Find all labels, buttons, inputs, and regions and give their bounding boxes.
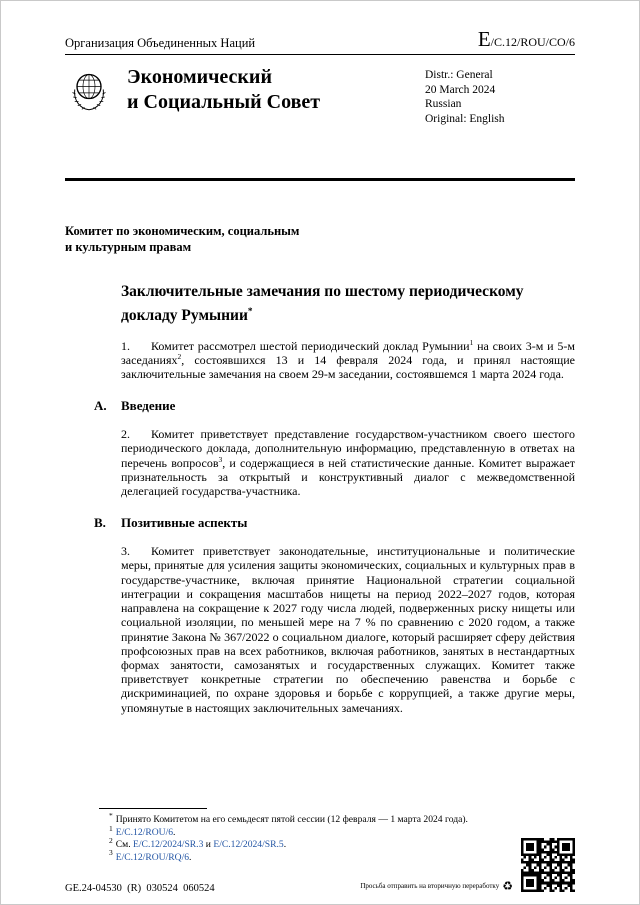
footnotes-block bbox=[97, 808, 569, 864]
council-title-line2: и Социальный Совет bbox=[127, 91, 321, 113]
paragraph-1 bbox=[121, 339, 575, 382]
doc-link[interactable]: E/C.12/ROU/RQ/6 bbox=[115, 851, 190, 863]
paragraph-number: 2. bbox=[121, 427, 130, 442]
doc-link[interactable]: E/C.12/ROU/6 bbox=[115, 826, 174, 838]
section-heading-b bbox=[94, 515, 575, 531]
recycle-text: Просьба отправить на вторичную переработку bbox=[360, 882, 500, 890]
footnote-text: См. E/C.12/2024/SR.3 и E/C.12/2024/SR.5. bbox=[115, 839, 287, 851]
document-symbol bbox=[478, 29, 575, 51]
recycle-notice bbox=[360, 879, 513, 894]
date-line: 20 March 2024 bbox=[425, 83, 496, 96]
masthead bbox=[65, 65, 575, 126]
section-letter: B. bbox=[94, 515, 106, 531]
paragraph-text: Комитет приветствует представление государством-участником своего шестого периодического доклада, дополнительную информацию, представленную в ответах на перечень вопросов$^3$, и содержащиеся в ней статистические данные. Комитет выражает признательность за открытый и конструктивный диалог с межведомственной делегацией государства-участника. bbox=[121, 427, 575, 499]
section-title: Введение bbox=[121, 398, 176, 414]
qr-code bbox=[521, 838, 575, 892]
paragraph-3 bbox=[121, 544, 575, 714]
footnote-text: Принято Комитетом на его семьдесят пятой сессии (12 февраля — 1 марта 2024 года). bbox=[115, 814, 468, 826]
paragraph-number: 1. bbox=[121, 338, 130, 353]
language-line: Russian bbox=[425, 98, 462, 110]
committee-name bbox=[65, 223, 575, 256]
paragraph-2 bbox=[121, 427, 575, 498]
document-symbol-number: /C.12/ROU/CO/6 bbox=[490, 35, 575, 49]
header-divider bbox=[65, 178, 575, 181]
doc-link[interactable]: E/C.12/2024/SR.3 bbox=[133, 839, 204, 851]
committee-line2: и культурным правам bbox=[65, 240, 192, 254]
committee-line1: Комитет по экономическим, социальным bbox=[65, 223, 300, 238]
qr-code-graphic bbox=[521, 838, 575, 892]
document-title: Заключительные замечания по шестому периодическому докладу Румынии* bbox=[121, 282, 524, 324]
footnote-text: E/C.12/ROU/6. bbox=[115, 826, 176, 838]
footnote-text: E/C.12/ROU/RQ/6. bbox=[115, 851, 192, 863]
paragraph-text: Комитет приветствует законодательные, институциональные и политические меры, принятые для усиления защиты экономических, социальных и культурных прав в государстве-участнике, включая принятие Национальной стратегии социальной интеграции и сокращения масштабов нищеты на период 2022–2027 годов, которая направлена на сокращение к 2027 году числа людей, подверженных риску нищеты или социальной изоляции, по меньшей мере на 7 % по сравнению с 2020 годом, а также принятие Закона № 367/2022 о социальном диалоге, который расширяет сферу действия профсоюзных прав на всех работников, включая работников, занятых в нестандартных формах занятости, самозанятых и государственных служащих. Комитет также приветствует конкретные стратегии по обеспечению равенства и борьбе с дискриминацией, по охране здоровья и борьбе с коррупцией, а также другие меры, упомянутые в настоящих заключительных замечаниях. bbox=[121, 544, 575, 715]
document-symbol-letter: E bbox=[477, 27, 491, 51]
un-emblem-icon bbox=[65, 67, 113, 115]
footnote-3 bbox=[97, 848, 569, 864]
doc-link[interactable]: E/C.12/2024/SR.5 bbox=[213, 839, 284, 851]
paragraph-text: Комитет рассмотрел шестой периодический доклад Румынии$^1$ на своих 3-м и 5-м заседаниях$^2$, состоявшихся 13 и 14 февраля 2024 года, и принял настоящие заключительные замечания на своем 29-м заседании, состоявшемся 1 марта 2024 года. bbox=[121, 337, 575, 382]
section-letter: A. bbox=[94, 398, 107, 414]
top-header bbox=[65, 29, 575, 55]
distribution-block bbox=[425, 65, 575, 126]
distr-line: Distr.: General bbox=[425, 69, 493, 81]
footnote-2 bbox=[97, 836, 569, 851]
footnote-marker: * bbox=[109, 811, 113, 821]
footnote-marker: 3 bbox=[109, 848, 113, 858]
footnote-asterisk bbox=[97, 811, 569, 826]
recycle-icon: ♻ bbox=[502, 879, 513, 893]
original-line: Original: English bbox=[425, 112, 505, 125]
section-title: Позитивные аспекты bbox=[121, 515, 248, 531]
section-heading-a bbox=[94, 398, 575, 414]
council-title-line1: Экономический bbox=[127, 66, 272, 88]
footnote-marker: 2 bbox=[109, 836, 113, 845]
footnote-separator bbox=[99, 808, 207, 809]
org-name: Организация Объединенных Наций bbox=[65, 36, 256, 50]
paragraph-number: 3. bbox=[121, 544, 130, 559]
footnote-1 bbox=[97, 823, 569, 839]
council-title bbox=[127, 65, 425, 126]
ge-document-code: GE.24-04530 (R) 030524 060524 bbox=[65, 883, 215, 894]
un-emblem-graphic bbox=[65, 67, 113, 115]
footnote-marker: 1 bbox=[109, 823, 113, 833]
